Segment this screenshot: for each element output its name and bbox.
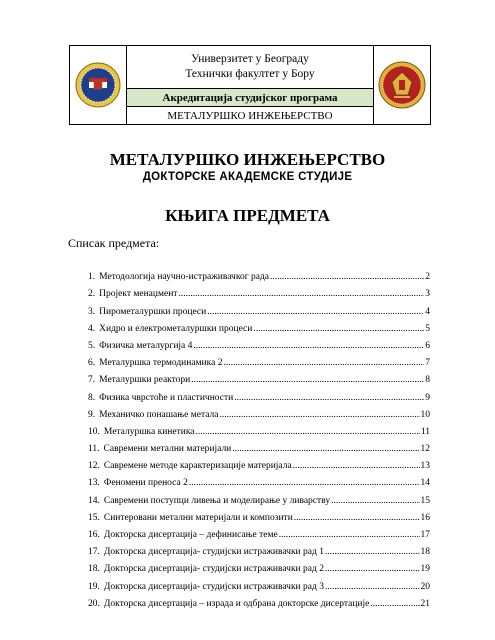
toc-item[interactable] — [88, 300, 430, 317]
toc-item-number: 12. — [88, 461, 100, 472]
toc-item[interactable] — [88, 369, 430, 386]
toc-item-title: Металуршка кинетика — [103, 426, 195, 437]
toc-item-title: Докторска дисертација- студијски истраживачки рад 3 — [103, 581, 324, 592]
header-text-cell — [127, 46, 373, 124]
toc-item-title: Докторска дисертација- студијски истраживачки рад 1 — [103, 547, 324, 558]
toc-item-number: 17. — [88, 547, 100, 558]
university-logo-cell — [70, 46, 127, 124]
toc-item-number: 18. — [88, 564, 100, 575]
toc-item[interactable] — [88, 541, 430, 558]
program-label: МЕТАЛУРШКО ИНЖЕЊЕРСТВО — [127, 106, 373, 124]
toc-item-page: 11 — [420, 426, 430, 437]
toc-item[interactable] — [88, 489, 430, 506]
toc-item-title: Докторска дисертација – дефинисање теме — [103, 530, 278, 540]
toc-item-page: 14 — [420, 478, 430, 489]
toc-item-number: 4. — [88, 323, 96, 334]
toc-item-page: 17 — [420, 530, 430, 540]
toc-item-number: 19. — [88, 581, 100, 592]
toc-item[interactable] — [88, 352, 430, 369]
university-name: Универзитет у Београду — [191, 53, 309, 65]
toc-leader-dots — [325, 547, 420, 558]
toc-item[interactable] — [88, 455, 430, 472]
toc-item-page: 20 — [420, 581, 430, 592]
toc-item-page: 7 — [425, 358, 430, 369]
page-title: МЕТАЛУРШКО ИНЖЕЊЕРСТВО — [109, 150, 386, 169]
toc-item-number: 1. — [88, 272, 96, 283]
toc-item[interactable] — [88, 283, 430, 300]
toc-item-title: Методологија научно-истраживачког рада — [99, 272, 269, 283]
toc-item-number: 8. — [88, 392, 96, 403]
toc-leader-dots — [325, 564, 420, 575]
toc-leader-dots — [270, 272, 424, 283]
toc-leader-dots — [219, 410, 419, 421]
toc-leader-dots — [189, 478, 420, 489]
toc-item-title: Савремени метални материјали — [103, 444, 232, 455]
toc-item[interactable] — [88, 335, 430, 352]
toc-leader-dots — [207, 307, 424, 318]
toc-item-page: 21 — [420, 598, 430, 609]
toc-item-page: 2 — [425, 272, 430, 283]
page-subtitle: ДОКТОРСКЕ АКАДЕМСКЕ СТУДИЈЕ — [142, 171, 353, 183]
toc-leader-dots — [294, 513, 420, 524]
toc-item-title: Савремене методе карактеризације материјала — [103, 461, 292, 472]
toc-item-number: 16. — [88, 530, 100, 540]
toc-leader-dots — [193, 341, 424, 352]
toc-item[interactable] — [88, 266, 430, 283]
toc-leader-dots — [331, 496, 419, 507]
toc-item-title: Механичко понашање метала — [99, 409, 219, 420]
toc-leader-dots — [178, 289, 424, 300]
toc-item-title: Физика чврстоће и пластичности — [99, 392, 234, 403]
toc-item-title: Докторска дисертација – израда и одбрана докторске дисертације — [103, 598, 370, 609]
faculty-name: Технички факултет у Бору — [185, 68, 315, 80]
toc-leader-dots — [293, 461, 420, 472]
toc-item[interactable] — [88, 524, 430, 541]
toc-item[interactable] — [88, 507, 430, 524]
faculty-seal-icon — [378, 61, 426, 109]
toc-item-number: 5. — [88, 340, 96, 351]
toc-item-page: 16 — [420, 512, 430, 523]
toc-item-page: 5 — [425, 323, 430, 334]
toc-item-page: 13 — [420, 461, 430, 472]
toc-item-number: 2. — [88, 289, 96, 300]
toc-item-title: Металуршки реактори — [99, 375, 191, 386]
toc-item[interactable] — [88, 438, 430, 455]
toc-leader-dots — [253, 324, 424, 335]
toc-item-number: 11. — [88, 444, 100, 455]
toc-item-number: 13. — [88, 478, 100, 489]
toc-item-page: 18 — [420, 547, 430, 558]
toc-item-page: 9 — [425, 392, 430, 403]
toc-item[interactable] — [88, 421, 430, 438]
toc-item-title: Савремени поступци ливења и моделирање у ливарству — [103, 495, 331, 506]
toc-item-title: Докторска дисертација- студијски истраживачки рад 2 — [103, 564, 324, 575]
toc-leader-dots — [234, 393, 424, 404]
toc-leader-dots — [223, 358, 424, 369]
toc-item-title: Пирометалуршки процеси — [99, 306, 207, 317]
toc-leader-dots — [196, 427, 420, 438]
toc-item[interactable] — [88, 472, 430, 489]
toc-item[interactable] — [88, 593, 430, 610]
toc-item-page: 10 — [420, 409, 430, 420]
toc-item-page: 6 — [425, 340, 430, 351]
toc-item[interactable] — [88, 318, 430, 335]
toc-leader-dots — [279, 530, 420, 541]
toc-leader-dots — [232, 444, 419, 455]
toc-item-number: 6. — [88, 358, 96, 369]
toc-item-title: Синтеровани метални материјали и композити — [103, 512, 293, 523]
toc-item-page: 15 — [420, 495, 430, 506]
toc-item-page: 8 — [425, 375, 430, 386]
toc-leader-dots — [325, 582, 420, 593]
toc-item-number: 14. — [88, 495, 100, 506]
toc-item-title: Феномени преноса 2 — [103, 478, 188, 489]
toc-item-page: 12 — [420, 444, 430, 455]
toc-item-number: 9. — [88, 409, 96, 420]
toc-item[interactable] — [88, 404, 430, 421]
toc-leader-dots — [370, 599, 419, 610]
toc-item-number: 7. — [88, 375, 96, 386]
book-title: КЊИГА ПРЕДМЕТА — [165, 206, 330, 225]
toc-item-page: 4 — [425, 306, 430, 317]
toc-item-page: 19 — [420, 564, 430, 575]
toc-item-title: Физичка металургија 4 — [99, 340, 193, 351]
toc-item-page: 3 — [425, 289, 430, 300]
toc-item-title: Металуршка термодинамика 2 — [99, 358, 223, 369]
toc-item-number: 3. — [88, 306, 96, 317]
table-of-contents — [88, 266, 430, 610]
toc-item-number: 10. — [88, 426, 100, 437]
toc-item-title: Хидро и електрометалуршки процеси — [99, 323, 253, 334]
header-table — [69, 45, 431, 125]
toc-item-title: Пројект менаџмент — [99, 289, 178, 300]
toc-item[interactable] — [88, 575, 430, 592]
university-seal-icon — [75, 62, 121, 108]
accreditation-label: Акредитација студијског програма — [127, 88, 373, 106]
toc-item-number: 15. — [88, 512, 100, 523]
list-label: Списак предмета: — [68, 236, 160, 250]
toc-item[interactable] — [88, 386, 430, 403]
toc-item-number: 20. — [88, 598, 100, 609]
faculty-logo-cell — [373, 46, 430, 124]
toc-item[interactable] — [88, 558, 430, 575]
toc-leader-dots — [191, 375, 424, 386]
